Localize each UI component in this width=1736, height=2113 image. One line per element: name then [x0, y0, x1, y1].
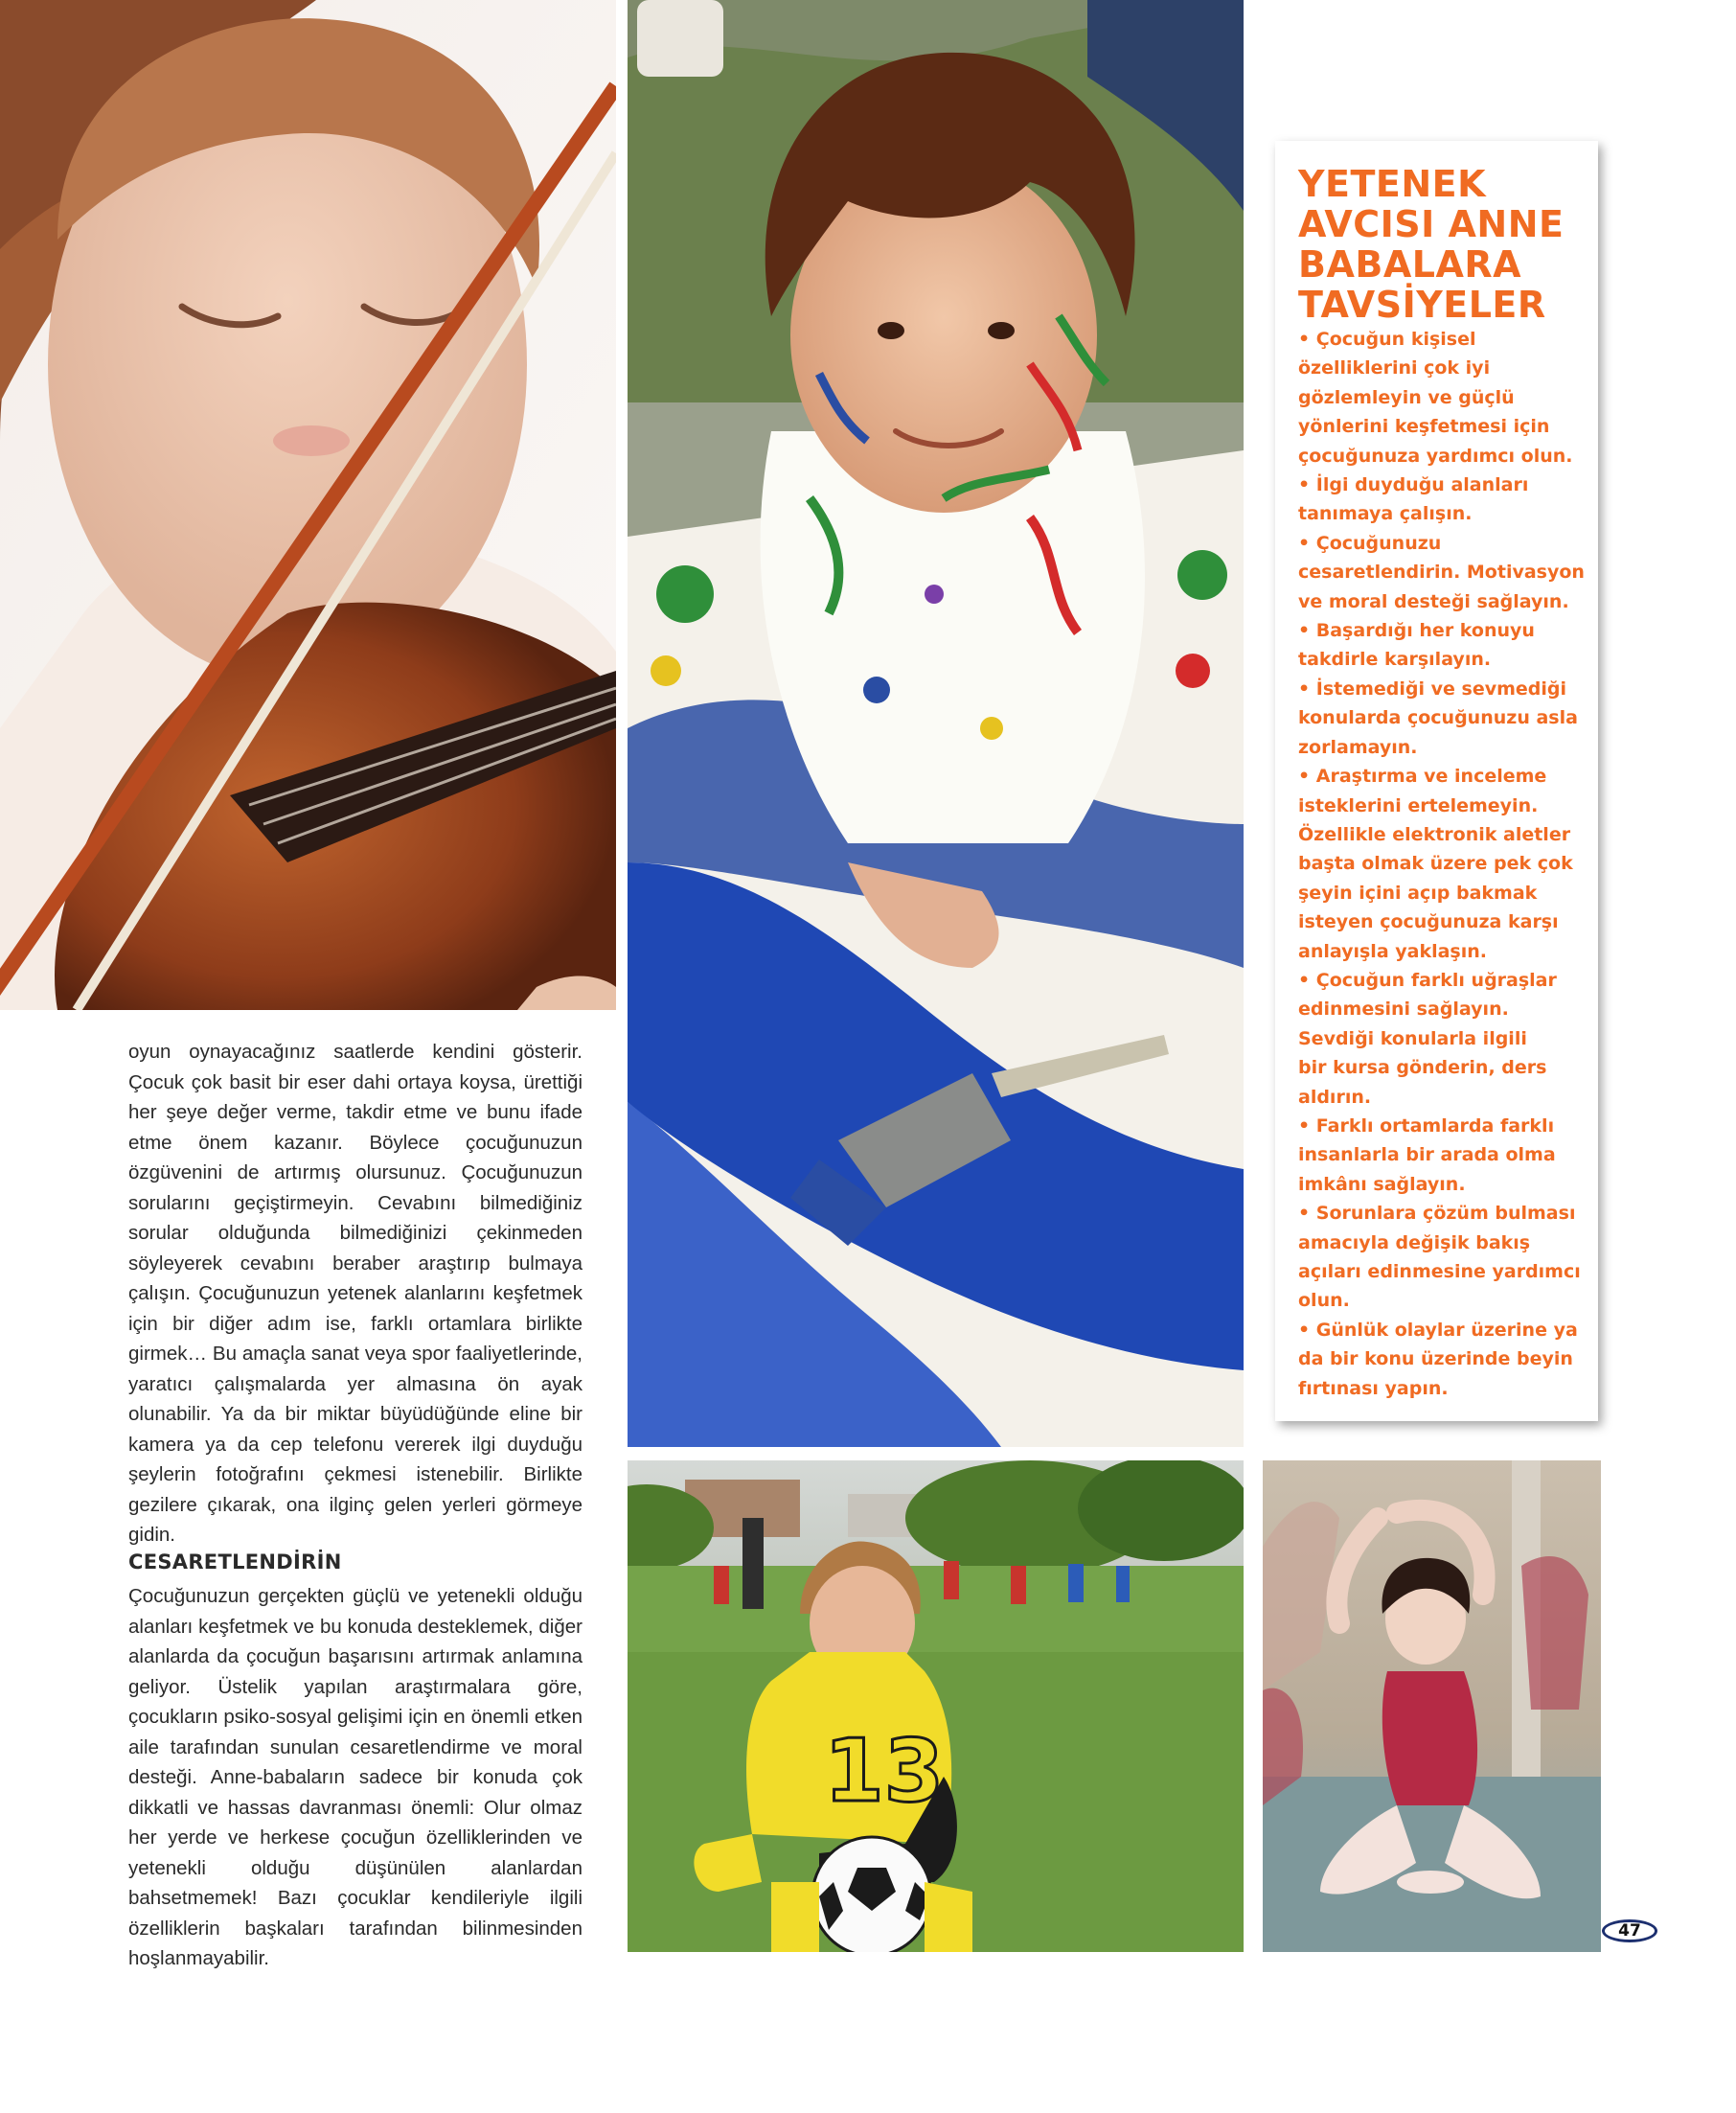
- article-paragraph-2: Çocuğunuzun gerçekten güçlü ve yetenekli olduğu alanları keşfetmek ve bu konuda desteklemek, diğer alanlarda da çocuğun başarısını artırmak anlamına geliyor. Üstelik yapılan araştırmalara göre, çocukların psiko-sosyal gelişimi için en önemli etken aile tarafından sunulan cesaretlendirme ve moral desteği. Anne-babaların sadece bir konuda çok dikkatli ve hassas davranması önemli: Olur olmaz her yerde ve herkese çocuğun özelliklerinden ve yetenekli olduğu düşünülen alanlardan bahsetmemek! Bazı çocuklar kendileriyle ilgili özelliklerin başkaları tarafından bilinmesinden hoşlanmayabilir.: [128, 1585, 582, 1969]
- ballet-girl-illustration: [1263, 1460, 1601, 1952]
- sidebar-tip-line: • İlgi duyduğu alanları: [1298, 474, 1529, 496]
- sidebar-tip-line: • İstemediği ve sevmediği: [1298, 678, 1567, 700]
- sidebar-tip-line: özelliklerini çok iyi: [1298, 357, 1491, 379]
- sidebar-tip-line: çocuğunuza yardımcı olun.: [1298, 445, 1573, 467]
- sidebar-tip-line: • Çocuğun kişisel: [1298, 329, 1476, 350]
- sidebar-tip-line: takdirle karşılayın.: [1298, 649, 1492, 671]
- sidebar-tip-line: • Başardığı her konuyu: [1298, 620, 1535, 642]
- sidebar-tip-line: açıları edinmesine yardımcı: [1298, 1261, 1581, 1282]
- sidebar-tip-line: Sevdiği konularla ilgili: [1298, 1027, 1527, 1049]
- tips-sidebar: [1275, 141, 1598, 1421]
- sidebar-tip-line: yönlerini keşfetmesi için: [1298, 416, 1550, 438]
- violin-girl-illustration: [0, 0, 616, 1010]
- sidebar-tip-line: aldırın.: [1298, 1086, 1372, 1108]
- sidebar-tip-line: cesaretlendirin. Motivasyon: [1298, 562, 1585, 584]
- sidebar-tip-line: tanımaya çalışın.: [1298, 503, 1473, 525]
- sidebar-tip-line: zorlamayın.: [1298, 736, 1418, 758]
- sidebar-tip-line: • Çocuğunuzu: [1298, 532, 1442, 554]
- sidebar-tip-line: edinmesini sağlayın.: [1298, 999, 1509, 1021]
- sidebar-tip-line: Özellikle elektronik aletler: [1298, 823, 1571, 845]
- sidebar-tip-line: anlayışla yaklaşın.: [1298, 940, 1487, 962]
- violin-girl-photo: [0, 0, 616, 1010]
- sidebar-tip-line: gözlemleyin ve güçlü: [1298, 386, 1515, 408]
- sidebar-tip-line: konularda çocuğunuzu asla: [1298, 707, 1578, 729]
- sidebar-tip-line: ve moral desteği sağlayın.: [1298, 590, 1569, 612]
- sidebar-title-line: BABALARA: [1298, 243, 1522, 286]
- sidebar-tip-line: imkânı sağlayın.: [1298, 1173, 1466, 1195]
- jersey-number: 13: [824, 1721, 945, 1822]
- sidebar-tip-line: amacıyla değişik bakış: [1298, 1231, 1531, 1253]
- sidebar-tip-line: fırtınası yapın.: [1298, 1377, 1449, 1399]
- sidebar-tip-line: da bir konu üzerinde beyin: [1298, 1348, 1573, 1370]
- sidebar-title-line: YETENEK: [1298, 163, 1487, 205]
- page-number-text: 47: [1618, 1921, 1641, 1941]
- sidebar-tip-line: • Çocuğun farklı uğraşlar: [1298, 969, 1557, 991]
- painting-boy-illustration: [628, 0, 1244, 1447]
- section-heading: CESARETLENDİRİN: [128, 1550, 342, 1573]
- sidebar-tip-line: şeyin içini açıp bakmak: [1298, 882, 1538, 904]
- sidebar-tip-line: bir kursa gönderin, ders: [1298, 1057, 1547, 1079]
- sidebar-tip-line: • Araştırma ve inceleme: [1298, 766, 1547, 788]
- sidebar-tip-line: • Farklı ortamlarda farklı: [1298, 1114, 1555, 1137]
- sidebar-title-line: AVCISI ANNE: [1298, 203, 1565, 245]
- sidebar-tip-line: olun.: [1298, 1290, 1350, 1312]
- article-paragraph-1: oyun oynayacağınız saatlerde kendini gösterir. Çocuk çok basit bir eser dahi ortaya koysa, ürettiği her şeye değer verme, takdir etme ve bunu ifade etme önem kazanır. Böylece çocuğunuzun özgüvenini de artırmış olursunuz. Çocuğunuzun sorularını geçiştirmeyin. Cevabını bilmediğiniz sorular olduğunda bilmediğinizi çekinmeden söyleyerek cevabını beraber araştırıp bulmaya çalışın. Çocuğunuzun yetenek alanlarını keşfetmek için bir diğer adım ise, farklı ortamlara birlikte girmek… Bu amaçla sanat veya spor faaliyetlerinde, yaratıcı çalışmalarda yer almasına ön ayak olunabilir. Ya da bir miktar büyüdüğünde eline bir kamera ya da cep telefonu vererek ilgi duyduğu şeylerin fotoğrafını çekmesi istenebilir. Birlikte gezilere çıkarak, ona ilginç gelen yerleri görmeye gidin.: [128, 1041, 582, 1546]
- soccer-boy-photo: [628, 1460, 1244, 1952]
- sidebar-tip-line: isteyen çocuğunuza karşı: [1298, 911, 1559, 933]
- soccer-boy-illustration: [628, 1460, 1244, 1952]
- painting-boy-photo: [628, 0, 1244, 1447]
- sidebar-title: [1298, 164, 1586, 325]
- sidebar-title-line: TAVSİYELER: [1298, 284, 1546, 326]
- sidebar-tip-line: başta olmak üzere pek çok: [1298, 853, 1573, 875]
- sidebar-tip-line: isteklerini ertelemeyin.: [1298, 794, 1539, 816]
- sidebar-tip-line: insanlarla bir arada olma: [1298, 1144, 1556, 1166]
- sidebar-tips-list: [1298, 325, 1586, 1403]
- sidebar-tip-line: • Sorunlara çözüm bulması: [1298, 1203, 1576, 1225]
- sidebar-tip-line: • Günlük olaylar üzerine ya: [1298, 1319, 1578, 1341]
- page-number: [1602, 1918, 1667, 1946]
- ballet-girl-photo: [1263, 1460, 1601, 1952]
